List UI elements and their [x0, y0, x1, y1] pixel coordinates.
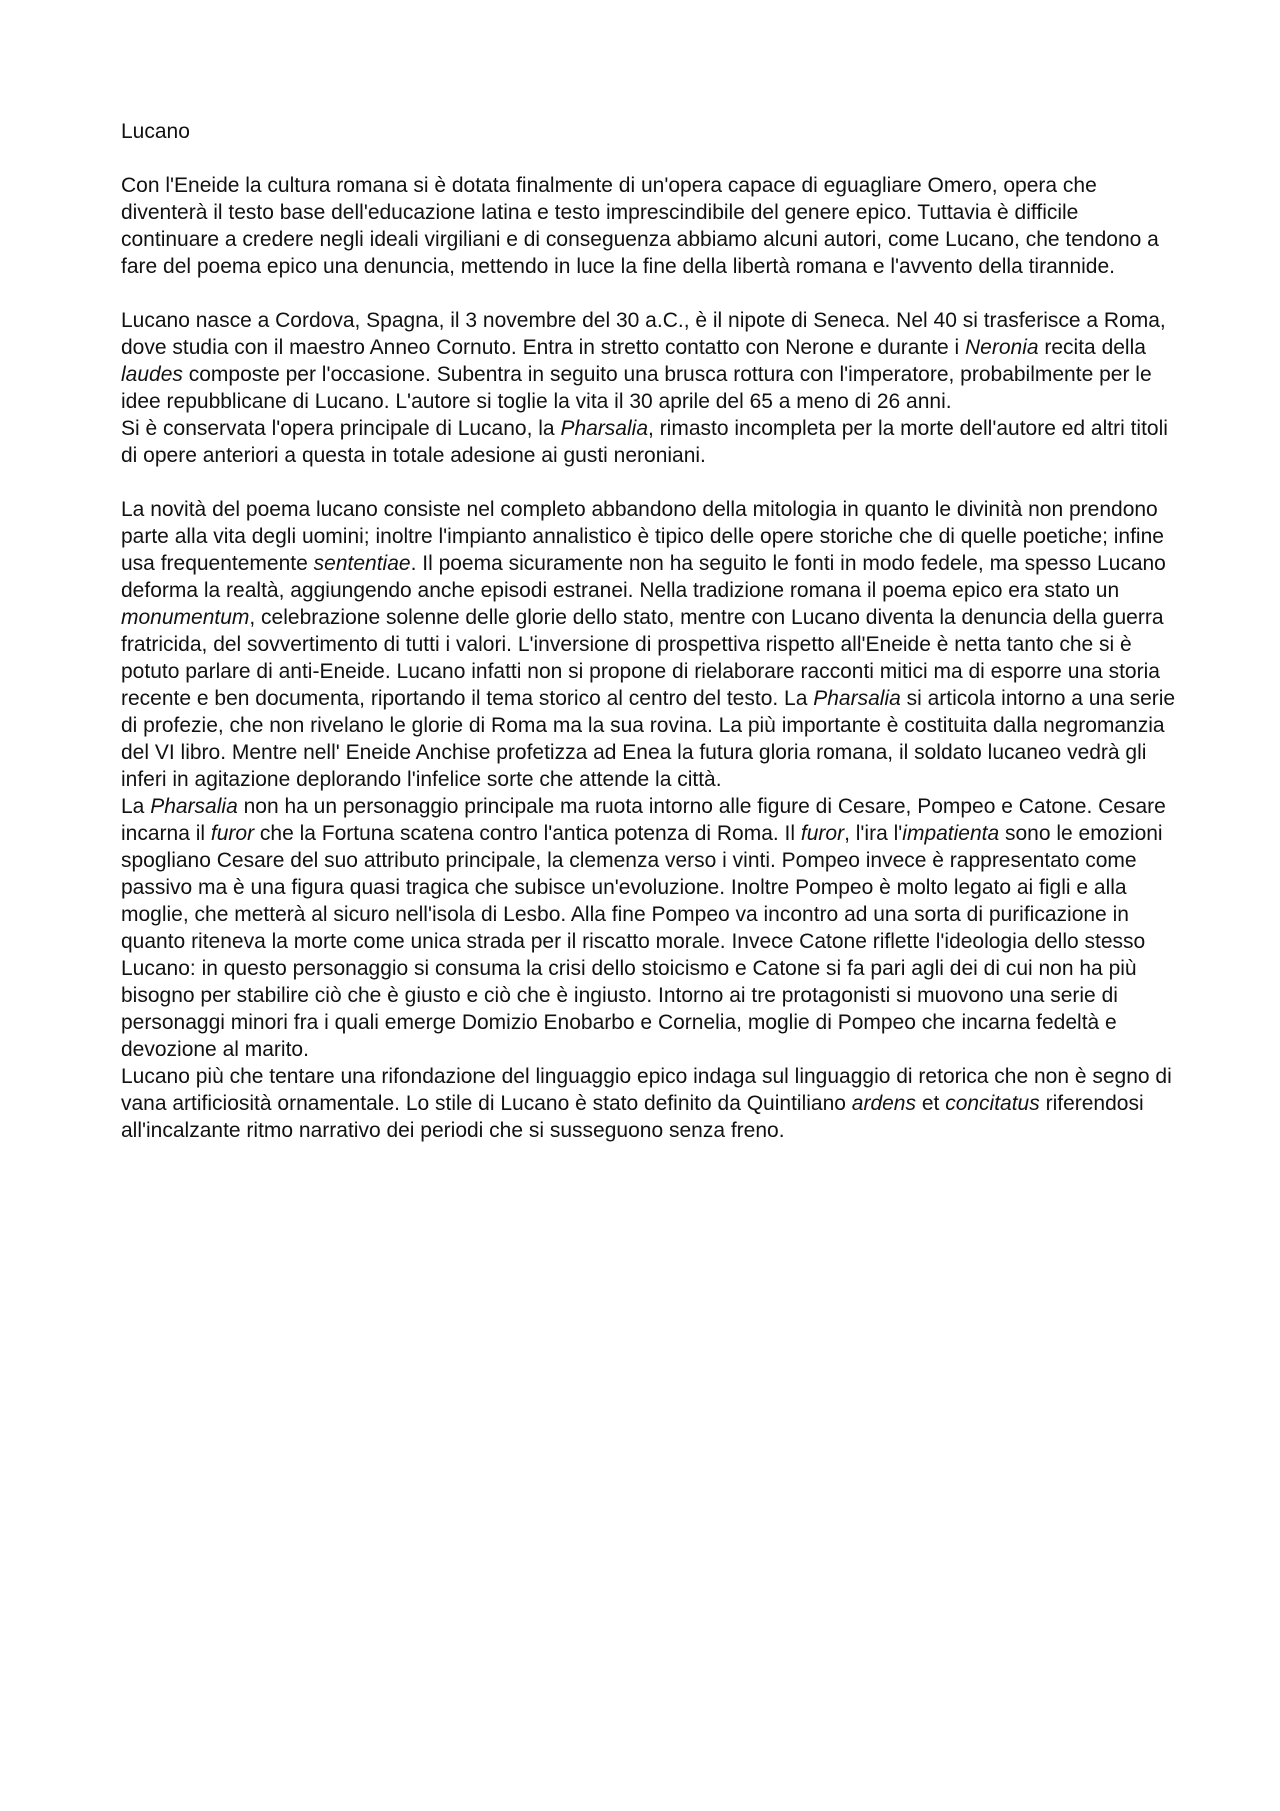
- text-segment: Lucano nasce a Cordova, Spagna, il 3 novembre del 30 a.C., è il nipote di Seneca. Nel 40 si trasferisce a Roma, dove studia con il maestro Anneo Cornuto. Entra in stretto contatto con Nerone e durante i: [121, 309, 1166, 359]
- text-segment: , rimasto incompleta per la morte dell'autore ed altri titoli di opere anteriori a questa in totale adesione ai gusti neroniani.: [121, 417, 1168, 467]
- italic-term: Pharsalia: [560, 417, 649, 440]
- text-segment: Con l'Eneide la cultura romana si è dotata finalmente di un'opera capace di eguagliare Omero, opera che diventerà il testo base dell'educazione latina e testo imprescindibile del genere epico. Tuttavia è difficile continuare a credere negli ideali virgiliani e di conseguenza abbiamo alcuni autori, come Lucano, che tendono a fare del poema epico una denuncia, mettendo in luce la fine della libertà romana e l'avvento della tirannide.: [121, 174, 1159, 278]
- italic-term: monumentum: [121, 606, 250, 629]
- text-segment: La: [121, 795, 151, 818]
- document-page: [121, 118, 1176, 1144]
- paragraph-spacer: [121, 280, 1176, 307]
- text-segment: recita della: [1038, 336, 1146, 359]
- text-segment: La novità del poema lucano consiste nel completo abbandono della mitologia in quanto le divinità non prendono parte alla vita degli uomini; inoltre l'impianto annalistico è tipico delle opere storiche che di quelle poetiche; infine usa frequentemente: [121, 498, 1164, 575]
- text-segment: et: [916, 1092, 946, 1115]
- text-segment: , l'ira l': [844, 822, 903, 845]
- text-segment: composte per l'occasione. Subentra in seguito una brusca rottura con l'imperatore, probabilmente per le idee repubblicane di Lucano. L'autore si toglie la vita il 30 aprile del 65 a meno di 26 anni.: [121, 363, 1152, 413]
- text-segment: Lucano più che tentare una rifondazione del linguaggio epico indaga sul linguaggio di retorica che non è segno di vana artificiosità ornamentale. Lo stile di Lucano è stato definito da Quintiliano: [121, 1065, 1172, 1115]
- text-segment: che la Fortuna scatena contro l'antica potenza di Roma. Il: [254, 822, 801, 845]
- text-segment: non ha un personaggio principale ma ruota intorno alle figure di Cesare, Pompeo e Catone. Cesare incarna il: [121, 795, 1166, 845]
- italic-term: Pharsalia: [813, 687, 901, 710]
- text-segment: riferendosi all'incalzante ritmo narrativo dei periodi che si susseguono senza freno.: [121, 1092, 1144, 1142]
- italic-term: sententiae: [313, 552, 411, 575]
- paragraph-1: [121, 172, 1176, 280]
- italic-term: furor: [800, 822, 845, 845]
- text-segment: . Il poema sicuramente non ha seguito le fonti in modo fedele, ma spesso Lucano deforma la realtà, aggiungendo anche episodi estranei. Nella tradizione romana il poema epico era stato un: [121, 552, 1166, 602]
- text-segment: sono le emozioni spogliano Cesare del suo attributo principale, la clemenza verso i vinti. Pompeo invece è rappresentato come passivo ma è una figura quasi tragica che subisce un'evoluzione. Inoltre Pompeo è molto legato ai figli e alla moglie, che metterà al sicuro nell'isola di Lesbo. Alla fine Pompeo va incontro ad una sorta di purificazione in quanto riteneva la morte come unica strada per il riscatto morale. Invece Catone riflette l'ideologia dello stesso Lucano: in questo personaggio si consuma la crisi dello stoicismo e Catone si fa pari agli dei di cui non ha più bisogno per stabilire ciò che è giusto e ciò che è ingiusto. Intorno ai tre protagonisti si muovono una serie di personaggi minori fra i quali emerge Domizio Enobarbo e Cornelia, moglie di Pompeo che incarna fedeltà e devozione al marito.: [121, 822, 1163, 1061]
- paragraph-5: [121, 793, 1176, 1063]
- italic-term: concitatus: [945, 1092, 1040, 1115]
- italic-term: furor: [210, 822, 255, 845]
- italic-term: laudes: [121, 363, 183, 386]
- document-title: Lucano: [121, 120, 190, 143]
- document-body: [121, 172, 1176, 1144]
- paragraph-2: [121, 307, 1176, 415]
- italic-term: Pharsalia: [150, 795, 238, 818]
- text-segment: , celebrazione solenne delle glorie dello stato, mentre con Lucano diventa la denuncia della guerra fratricida, del sovvertimento di tutti i valori. L'inversione di prospettiva rispetto all'Eneide è netta tanto che si è potuto parlare di anti-Eneide. Lucano infatti non si propone di rielaborare racconti mitici ma di esporre una storia recente e ben documenta, riportando il tema storico al centro del testo. La: [121, 606, 1164, 710]
- italic-term: Neronia: [965, 336, 1039, 359]
- italic-term: impatienta: [902, 822, 1000, 845]
- italic-term: ardens: [851, 1092, 916, 1115]
- paragraph-4: [121, 496, 1176, 793]
- paragraph-3: [121, 415, 1176, 469]
- paragraph-6: [121, 1063, 1176, 1144]
- text-segment: si articola intorno a una serie di profezie, che non rivelano le glorie di Roma ma la sua rovina. La più importante è costituita dalla negromanzia del VI libro. Mentre nell' Eneide Anchise profetizza ad Enea la futura gloria romana, il soldato lucaneo vedrà gli inferi in agitazione deplorando l'infelice sorte che attende la città.: [121, 687, 1176, 791]
- paragraph-spacer: [121, 469, 1176, 496]
- text-segment: Si è conservata l'opera principale di Lucano, la: [121, 417, 561, 440]
